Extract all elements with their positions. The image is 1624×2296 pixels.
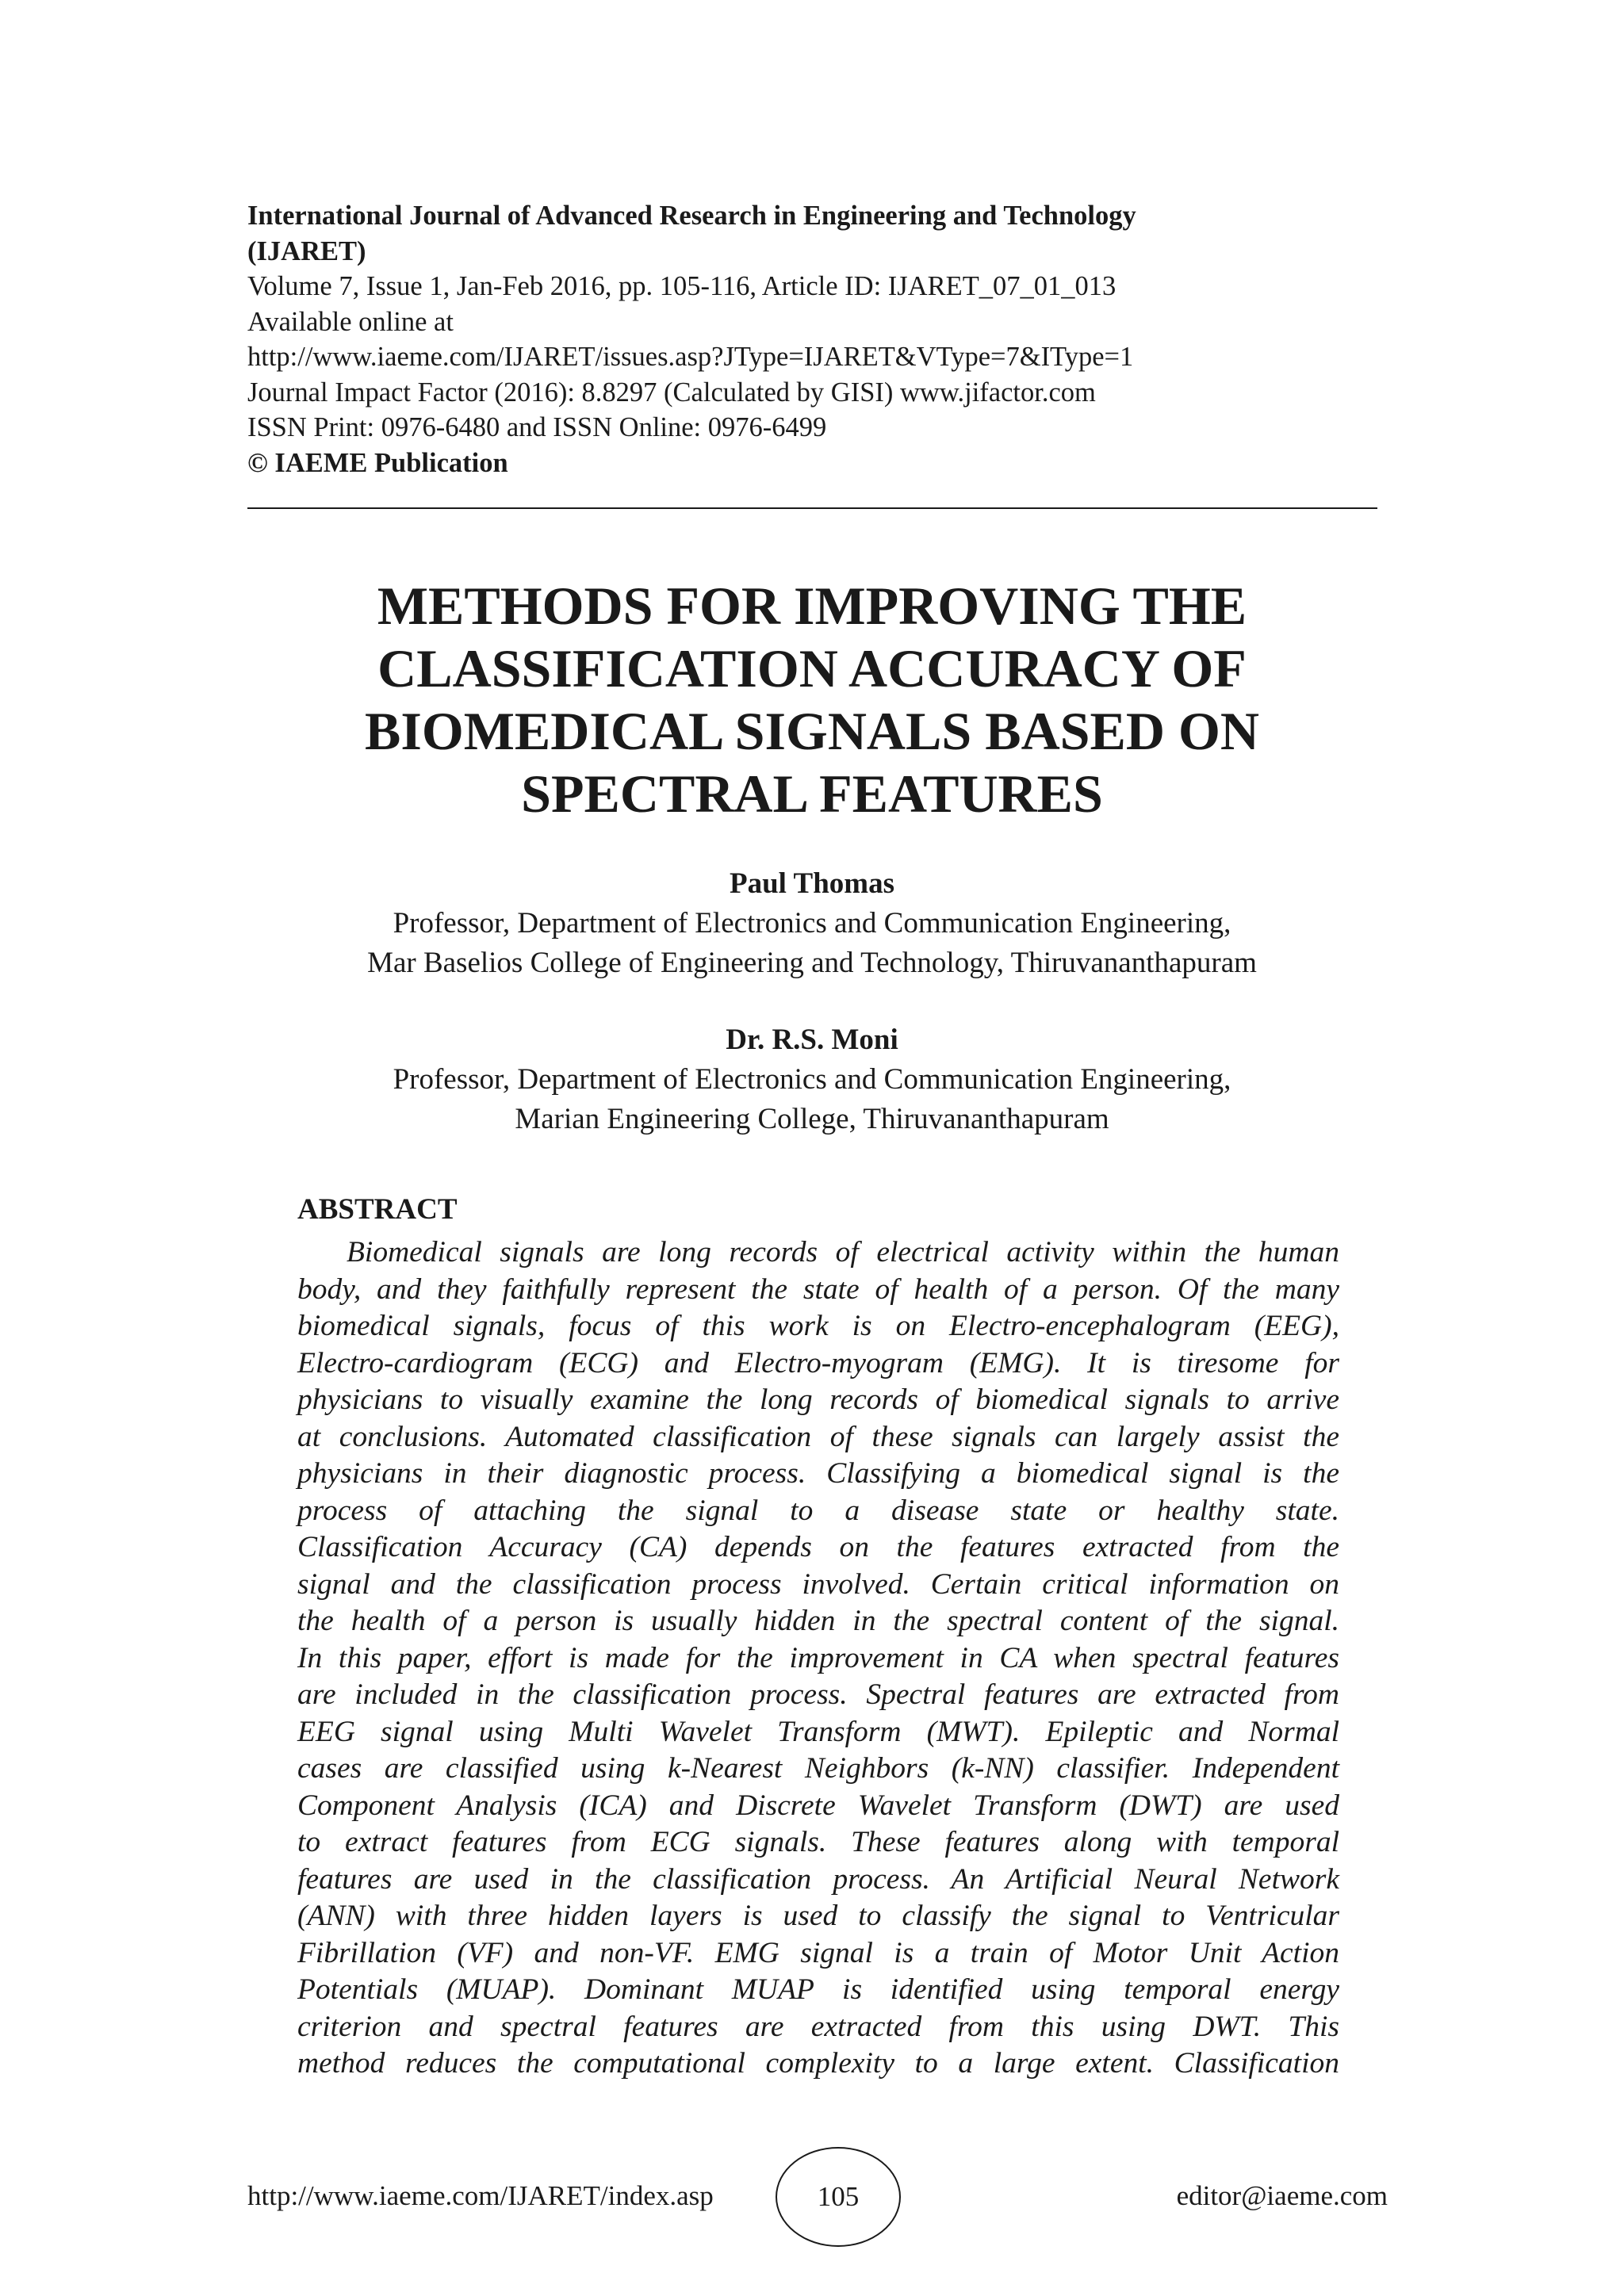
author-name: Paul Thomas [729,867,895,900]
abstract-line: Potentials (MUAP). Dominant MUAP is identified using temporal energy [297,1973,1339,2006]
journal-name: International Journal of Advanced Research in Engineering and Technology [247,201,1136,231]
impact-factor: Journal Impact Factor (2016): 8.8297 (Calculated by GISI) www.jifactor.com [247,377,1096,408]
journal-abbreviation: (IJARET) [247,235,366,266]
abstract-line: Fibrillation (VF) and non-VF. EMG signal is a train of Motor Unit Action [297,1936,1339,1969]
paper-title [247,575,1377,825]
header-divider [247,507,1377,509]
abstract-line: to extract features from ECG signals. These features along with temporal [297,1826,1339,1858]
journal-header [247,198,1381,480]
issue-url[interactable]: http://www.iaeme.com/IJARET/issues.asp?JType=IJARET&VType=7&IType=1 [247,342,1134,372]
abstract-heading: ABSTRACT [297,1193,458,1226]
abstract-line: In this paper, effort is made for the improvement in CA when spectral features [297,1641,1339,1674]
author-block-1 [247,864,1377,983]
author-affiliation: Mar Baselios College of Engineering and Technology, Thiruvananthapuram [367,947,1257,979]
title-line: METHODS FOR IMPROVING THE [377,576,1247,636]
abstract-line: EEG signal using Multi Wavelet Transform (MWT). Epileptic and Normal [297,1715,1339,1748]
abstract-line: cases are classified using k-Nearest Neighbors (k-NN) classifier. Independent [297,1752,1339,1785]
author-block-2 [247,1020,1377,1139]
title-line: SPECTRAL FEATURES [521,763,1103,824]
abstract-line: process of attaching the signal to a disease state or healthy state. [297,1494,1339,1527]
abstract-line: criterion and spectral features are extracted from this using DWT. This [297,2010,1339,2043]
abstract-line: are included in the classification process. Spectral features are extracted from [297,1678,1339,1711]
issn-info: ISSN Print: 0976-6480 and ISSN Online: 0976-6499 [247,412,827,442]
abstract-line: body, and they faithfully represent the state of health of a person. Of the many [297,1272,1339,1306]
abstract-line: signal and the classification process involved. Certain critical information on [297,1567,1339,1601]
abstract-line: biomedical signals, focus of this work is on Electro-encephalogram (EEG), [297,1310,1339,1342]
author-affiliation: Professor, Department of Electronics and Communication Engineering, [393,1063,1231,1096]
publisher: © IAEME Publication [247,447,508,478]
author-name: Dr. R.S. Moni [726,1024,898,1056]
volume-info: Volume 7, Issue 1, Jan-Feb 2016, pp. 105-116, Article ID: IJARET_07_01_013 [247,271,1116,301]
footer-url[interactable]: http://www.iaeme.com/IJARET/index.asp [247,2180,714,2211]
abstract-line: Biomedical signals are long records of electrical activity within the human [347,1236,1339,1269]
abstract-line: Component Analysis (ICA) and Discrete Wavelet Transform (DWT) are used [297,1789,1339,1822]
abstract-line: Classification Accuracy (CA) depends on the features extracted from the [297,1531,1339,1563]
title-line: CLASSIFICATION ACCURACY OF [377,638,1247,698]
author-affiliation: Professor, Department of Electronics and Communication Engineering, [393,907,1231,939]
abstract-line: features are used in the classification process. An Artificial Neural Network [297,1862,1339,1896]
abstract-line: (ANN) with three hidden layers is used to classify the signal to Ventricular [297,1900,1339,1932]
abstract-line: Electro-cardiogram (ECG) and Electro-myogram (EMG). It is tiresome for [297,1346,1339,1380]
abstract-body [297,1234,1339,2083]
title-line: BIOMEDICAL SIGNALS BASED ON [365,701,1259,761]
abstract-line: method reduces the computational complexity to a large extent. Classification [297,2047,1339,2080]
abstract-line: at conclusions. Automated classification of these signals can largely assist the [297,1420,1339,1453]
abstract-line: physicians in their diagnostic process. Classifying a biomedical signal is the [297,1457,1339,1490]
available-online: Available online at [247,306,454,337]
abstract-line: physicians to visually examine the long records of biomedical signals to arrive [297,1383,1339,1416]
footer-email[interactable]: editor@iaeme.com [1176,2180,1388,2211]
author-affiliation: Marian Engineering College, Thiruvananthapuram [515,1103,1109,1135]
page-number: 105 [776,2147,901,2247]
abstract-line: the health of a person is usually hidden in the spectral content of the signal. [297,1605,1339,1637]
